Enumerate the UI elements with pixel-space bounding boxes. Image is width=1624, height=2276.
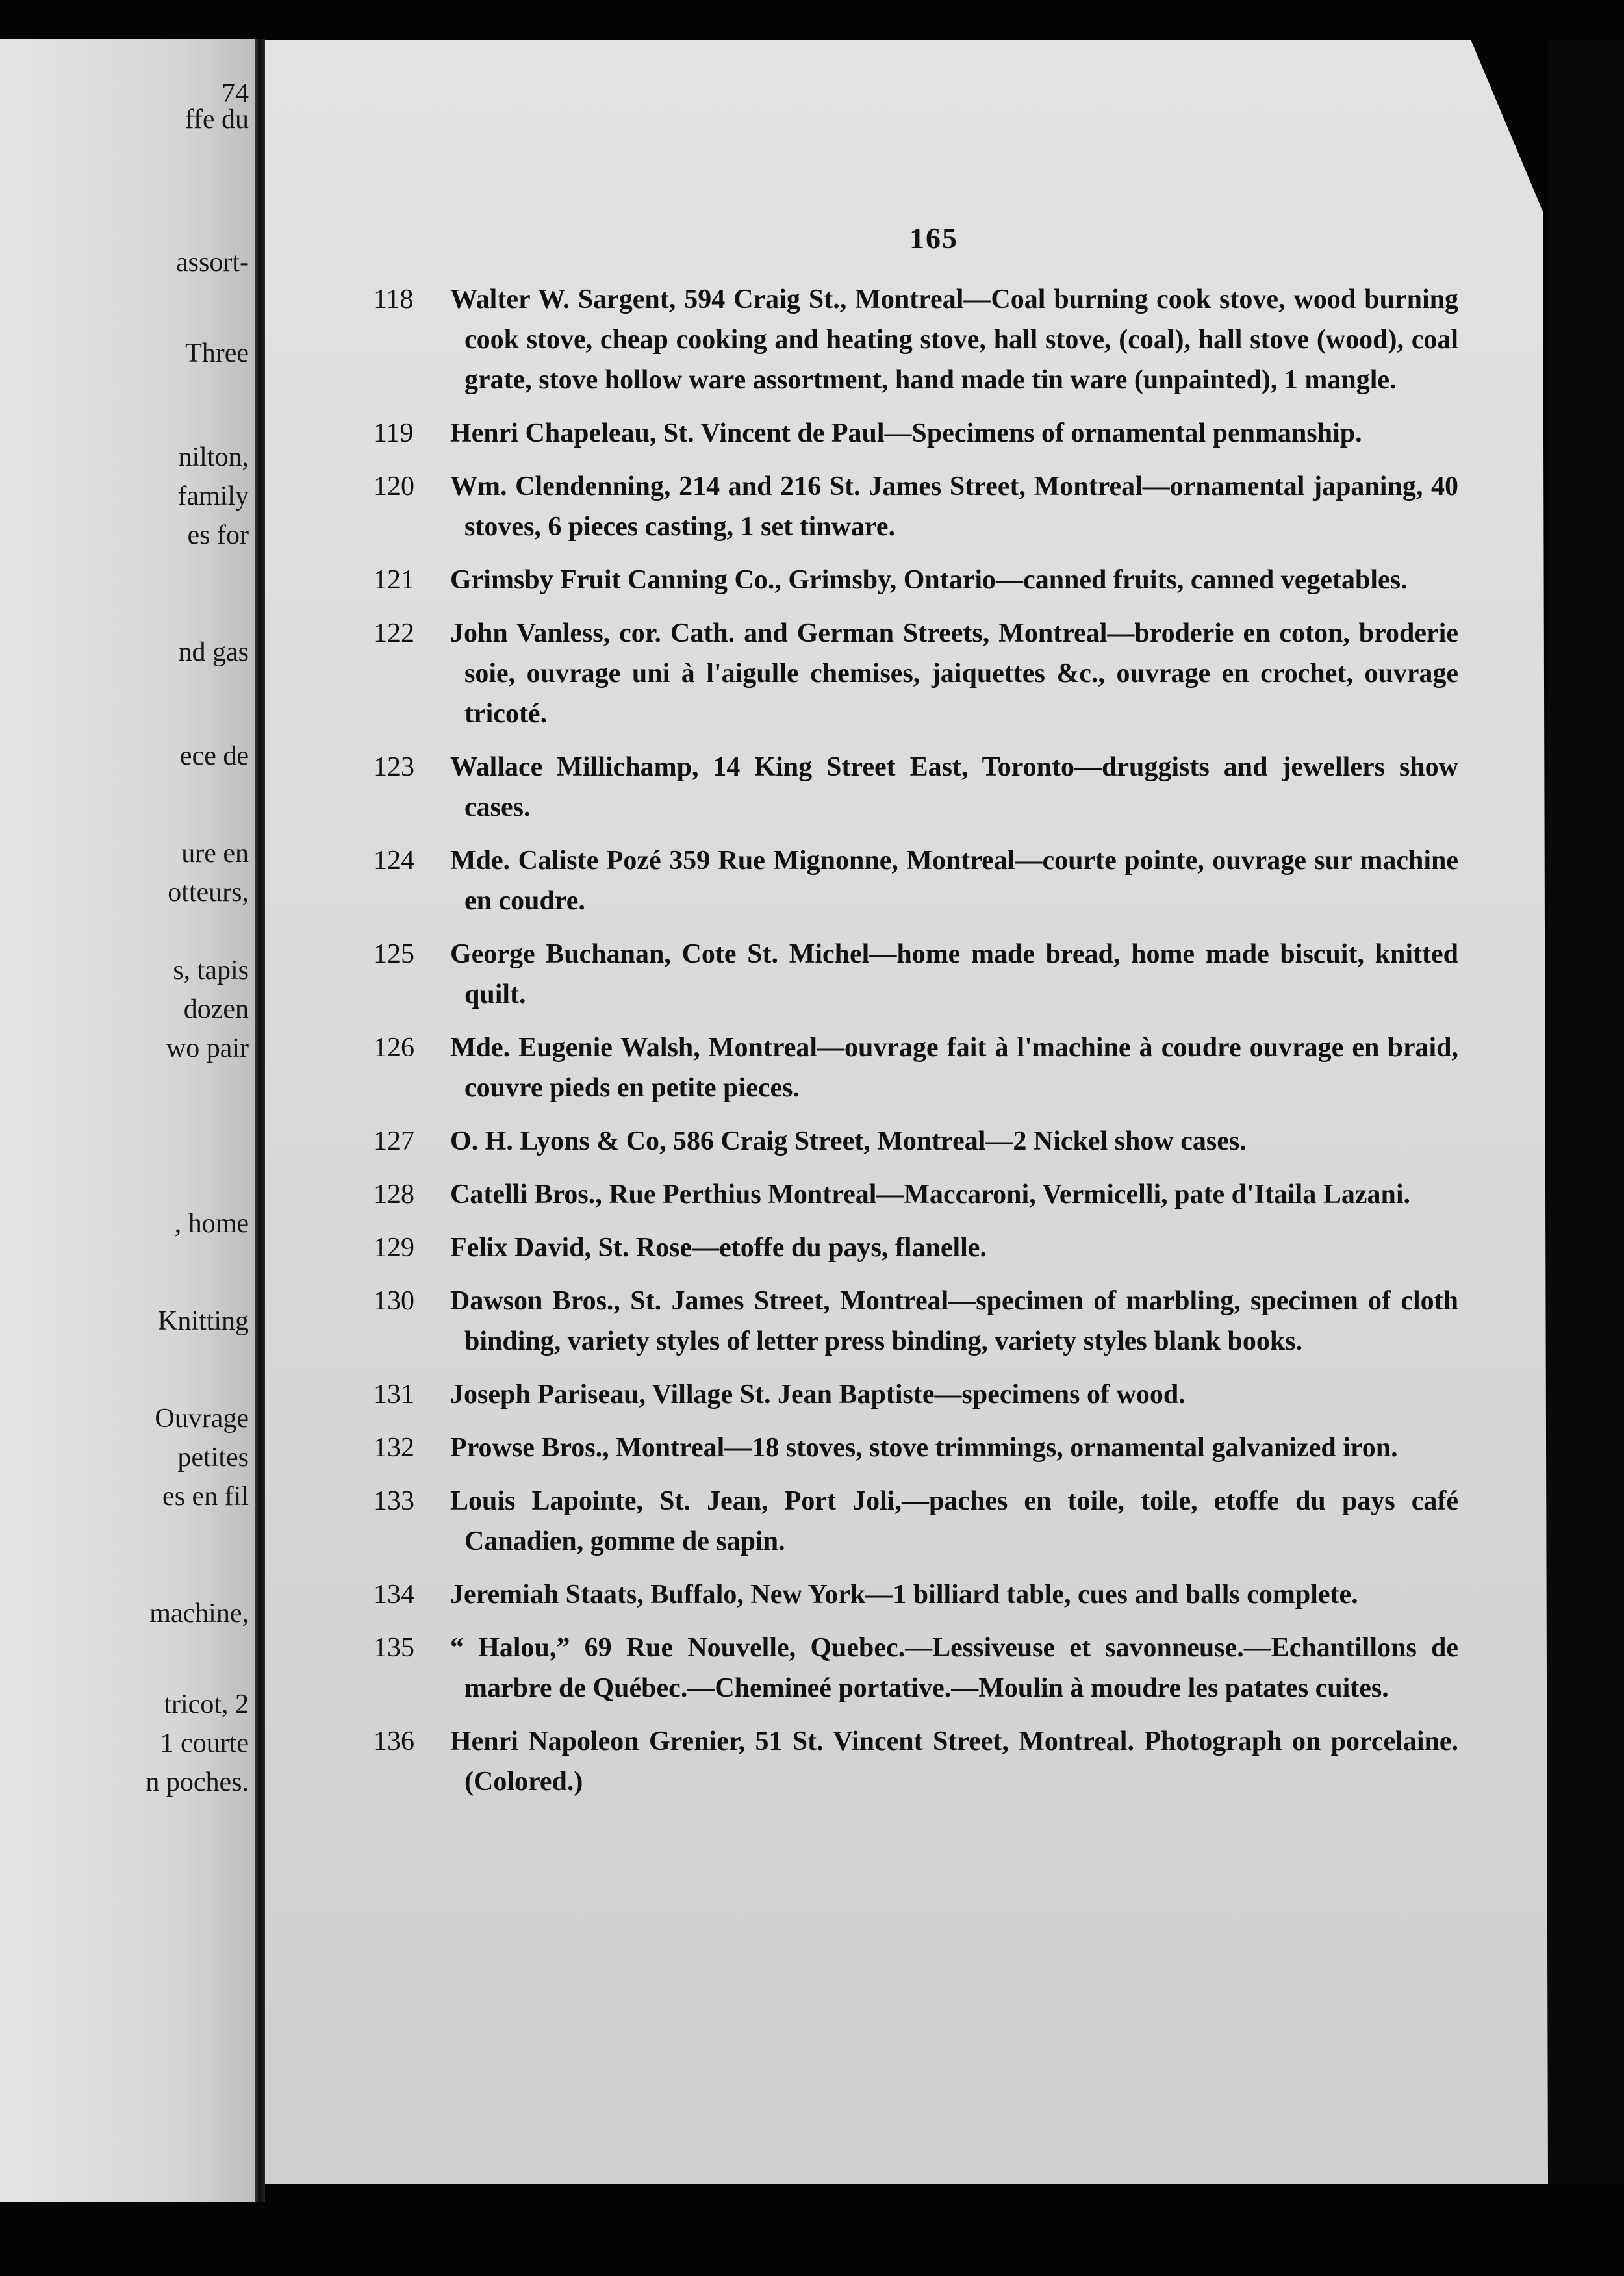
left-page-text-fragment: machine, [149,1599,249,1628]
left-page-text-fragment: nd gas [178,637,249,667]
exhibitor-entry [374,747,1458,828]
entry-text: Louis Lapointe, St. Jean, Port Joli,—paches en toile, toile, etoffe du pays café Canadien, gomme de sapin. [450,1486,1458,1556]
entry-number: 130 [374,1286,414,1316]
left-page-text-fragment: ece de [179,741,249,771]
left-page-text-fragment: Knitting [157,1306,249,1336]
exhibitor-entry [374,560,1458,600]
exhibitor-entry [374,1028,1458,1108]
left-page-text-fragment: es en fil [162,1482,249,1511]
entry-number: 134 [374,1580,414,1610]
entry-number: 126 [374,1033,414,1063]
left-page-text-fragment: 1 courte [160,1728,249,1758]
left-page-text-fragment: family [177,481,249,511]
left-page-text-fragment: s, tapis [173,955,249,985]
entry-text: Mde. Eugenie Walsh, Montreal—ouvrage fait à l'machine à coudre ouvrage en braid, couvre pieds en petite pieces. [450,1033,1458,1103]
book-gutter [255,39,265,2202]
entry-number: 122 [374,618,414,648]
entry-text: Jeremiah Staats, Buffalo, New York—1 billiard table, cues and balls complete. [450,1580,1358,1610]
entry-number: 133 [374,1486,414,1516]
left-page-text-fragment: Three [185,338,249,368]
exhibitor-entry [374,613,1458,734]
exhibitor-entry [374,413,1458,453]
left-page-text-fragment: otteurs, [168,878,249,907]
exhibitor-entry [374,1174,1458,1215]
entry-number: 124 [374,846,414,876]
exhibitor-entry [374,279,1458,400]
left-page-text-fragment: petites [177,1443,249,1473]
entry-text: O. H. Lyons & Co, 586 Craig Street, Montreal—2 Nickel show cases. [450,1126,1247,1156]
left-page-text-fragment: 74 [222,79,249,108]
entry-text: Walter W. Sargent, 594 Craig St., Montreal—Coal burning cook stove, wood burning cook stove, cheap cooking and heating stove, hall stove, (coal), hall stove (wood), coal grate, stove hollow ware assortment, hand made tin ware (unpainted), 1 mangle. [450,284,1458,395]
left-page-text-fragment: ure en [181,839,249,868]
entry-text: Joseph Pariseau, Village St. Jean Baptiste—specimens of wood. [450,1380,1186,1410]
left-facing-page [0,39,257,2202]
exhibitor-entry [374,1374,1458,1415]
entry-number: 135 [374,1633,414,1663]
left-page-text-fragment: tricot, 2 [164,1689,249,1719]
entry-number: 127 [374,1126,414,1156]
entry-text: Henri Napoleon Grenier, 51 St. Vincent Street, Montreal. Photograph on porcelaine. (Colored.) [450,1726,1458,1797]
entry-text: Prowse Bros., Montreal—18 stoves, stove trimmings, ornamental galvanized iron. [450,1433,1398,1463]
entry-number: 129 [374,1233,414,1263]
entry-text: Wm. Clendenning, 214 and 216 St. James Street, Montreal—ornamental japaning, 40 stoves, 6 pieces casting, 1 set tinware. [450,472,1458,542]
exhibitor-entry [374,1574,1458,1615]
entry-number: 118 [374,284,414,314]
entry-text: John Vanless, cor. Cath. and German Streets, Montreal—broderie en coton, broderie soie, ouvrage uni à l'aigulle chemises, jaiquettes &c., ouvrage en crochet, ouvrage tricoté. [450,618,1458,729]
entry-text: Dawson Bros., St. James Street, Montreal—specimen of marbling, specimen of cloth binding, variety styles of letter press binding, variety styles blank books. [450,1286,1458,1356]
exhibitor-entry [374,1628,1458,1708]
entry-number: 136 [374,1726,414,1756]
left-page-text-fragment: assort- [176,247,249,277]
entry-number: 128 [374,1180,414,1209]
exhibitor-entry [374,1281,1458,1361]
entry-number: 121 [374,565,414,595]
entry-text: Felix David, St. Rose—etoffe du pays, flanelle. [450,1233,987,1263]
entry-text: Grimsby Fruit Canning Co., Grimsby, Ontario—canned fruits, canned vegetables. [450,565,1408,595]
page-number: 165 [909,221,958,255]
entry-number: 132 [374,1433,414,1463]
entry-text: Henri Chapeleau, St. Vincent de Paul—Specimens of ornamental penmanship. [450,418,1362,448]
page-edge-shadow [1548,40,1624,2184]
exhibitor-entry [374,934,1458,1015]
entry-text: Catelli Bros., Rue Perthius Montreal—Maccaroni, Vermicelli, pate d'Itaila Lazani. [450,1180,1411,1209]
entry-text: “ Halou,” 69 Rue Nouvelle, Quebec.—Lessiveuse et savonneuse.—Echantillons de marbre de Québec.—Chemineé portative.—Moulin à moudre les patates cuites. [450,1633,1458,1703]
exhibitor-entry [374,466,1458,547]
entry-text: Mde. Caliste Pozé 359 Rue Mignonne, Montreal—courte pointe, ouvrage sur machine en coudre. [450,846,1458,916]
left-page-text-fragment: ffe du [184,105,249,134]
left-page-text-fragment: nilton, [178,442,249,472]
left-page-text-fragment: n poches. [146,1767,249,1797]
left-page-text-fragment: Ouvrage [155,1404,249,1434]
exhibitor-entry [374,841,1458,921]
entry-number: 125 [374,939,414,969]
left-page-text-fragment: dozen [183,994,249,1024]
entry-number: 120 [374,472,414,501]
exhibitor-entry [374,1121,1458,1161]
exhibitor-list [374,279,1458,1815]
exhibitor-entry [374,1721,1458,1802]
entry-number: 119 [374,418,414,448]
entry-text: George Buchanan, Cote St. Michel—home made bread, home made biscuit, knitted quilt. [450,939,1458,1009]
entry-number: 123 [374,752,414,782]
left-page-text-fragment: wo pair [166,1033,249,1063]
exhibitor-entry [374,1428,1458,1468]
entry-number: 131 [374,1380,414,1410]
left-page-text-fragment: es for [187,520,249,550]
exhibitor-entry [374,1481,1458,1562]
left-page-text-fragment: , home [174,1209,249,1239]
exhibitor-entry [374,1228,1458,1268]
entry-text: Wallace Millichamp, 14 King Street East, Toronto—druggists and jewellers show cases. [450,752,1458,822]
